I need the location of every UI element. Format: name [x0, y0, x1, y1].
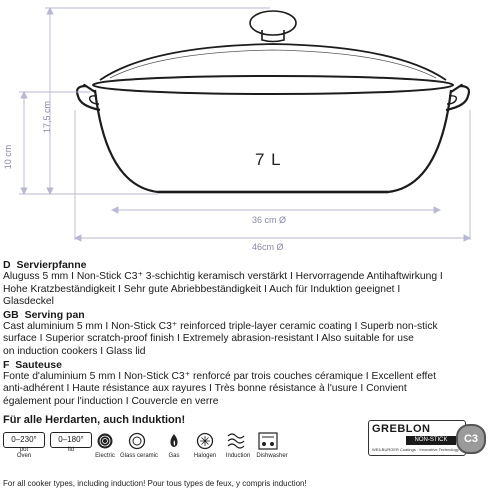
- section-code: F: [3, 358, 10, 371]
- gas-icon: [165, 432, 183, 450]
- section-title: Sauteuse: [15, 358, 62, 371]
- icon-label-gas: Gas: [168, 453, 180, 459]
- glass-lid: [100, 44, 446, 80]
- oven-temp-lid-range: 0–180°: [50, 432, 92, 448]
- icon-label-electric: Electric: [95, 453, 115, 459]
- dishwasher-icon: [258, 432, 278, 450]
- icon-label-halogen: Halogen: [193, 453, 217, 459]
- lid-knob: [250, 11, 296, 35]
- section-line: Hohe Kratzbeständigkeit I Sehr gute Abriebbeständigkeit I Auch für Induktion geeignet I: [3, 283, 401, 295]
- induction-icon: [226, 432, 246, 450]
- glass-ceramic-icon: [128, 432, 146, 450]
- section-line: Fonte d'aluminium 5 mm I Non-Stick C3⁺ renforcé par trois couches céramique I Excellent effet: [3, 370, 436, 382]
- section-line: on induction cookers I Glass lid: [3, 345, 146, 357]
- section-title: Servierpfanne: [16, 259, 87, 271]
- brand-c3-badge: C3: [456, 424, 486, 454]
- brand-name: GREBLON: [372, 423, 431, 435]
- icon-label-glass-ceramic: Glass ceramic: [119, 453, 158, 459]
- oven-temp-pot-range: 0–230°: [3, 432, 45, 448]
- section-code: GB: [3, 308, 19, 321]
- section-gb: [3, 309, 497, 359]
- section-de: [3, 259, 497, 309]
- electric-icon: [96, 432, 114, 450]
- section-code: D: [3, 259, 11, 271]
- section-line: Glasdeckel: [3, 296, 54, 308]
- section-line: Cast aluminium 5 mm I Non-Stick C3⁺ reinforced triple-layer ceramic coating I Superb non-stick: [3, 320, 438, 332]
- capacity-label: 7 L: [255, 150, 282, 169]
- width-total-label: 46cm Ø: [252, 242, 284, 252]
- halogen-icon: [196, 432, 214, 450]
- brand-sub: WEILBURGER Coatings · Innovative Technology: [372, 447, 459, 452]
- section-line: Aluguss 5 mm I Non-Stick C3⁺ 3-schichtig keramisch verstärkt I Hervorragende Antihaftwirkung I: [3, 271, 443, 282]
- section-fr: [3, 359, 497, 409]
- height-total-label: 17,5 cm: [42, 101, 52, 134]
- greblon-logo: [368, 414, 486, 460]
- oven-temp-lid-sub: lid: [67, 447, 74, 453]
- cooker-types-multilingual: For all cooker types, including induction! Pour tous types de feux, y compris induction!: [3, 479, 307, 488]
- pan-rim: [93, 76, 453, 94]
- oven-temp-pot-sub: pot: [19, 447, 29, 453]
- section-line: surface I Superior scratch-proof finish I Extremely abrasion-resistant I Also suitable for use: [3, 333, 414, 345]
- section-line: anti-adhérent I Haute résistance aux rayures I Très bonne résistance à l'usure I Convient: [3, 383, 407, 395]
- cooker-types-heading: Für alle Herdarten, auch Induktion!: [3, 414, 186, 426]
- section-title: Serving pan: [24, 308, 85, 321]
- section-line: également pour l'induction I Couvercle en verre: [3, 395, 219, 407]
- width-body-label: 36 cm Ø: [252, 215, 287, 225]
- oven-temp-pot: [3, 432, 45, 453]
- height-body-label: 10 cm: [3, 144, 13, 170]
- glass-lid-inner: [110, 50, 436, 78]
- oven-temp-lid: [50, 432, 92, 453]
- pan-body: [95, 90, 451, 192]
- product-descriptions: [3, 259, 497, 408]
- icon-label-oven: Oven: [16, 453, 32, 459]
- icon-label-induction: Induction: [225, 453, 251, 459]
- brand-tag: NON-STICK: [406, 436, 456, 445]
- icon-label-dishwasher: Dishwasher: [256, 453, 288, 459]
